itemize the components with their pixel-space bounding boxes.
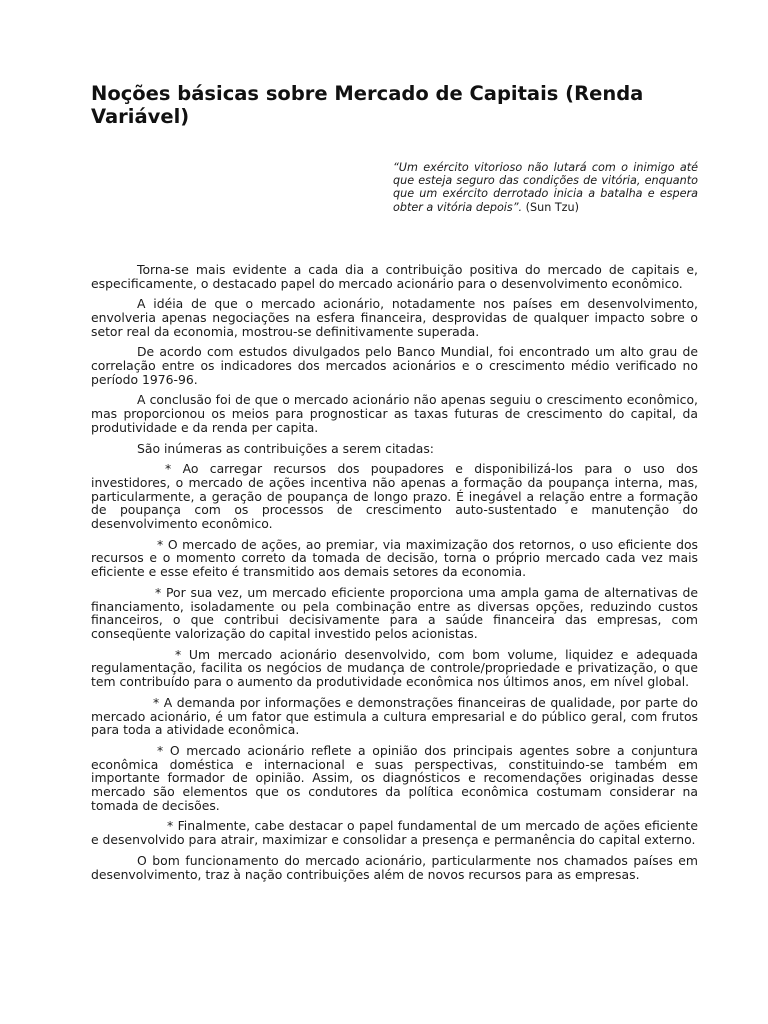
epigraph-quote: “Um exército vitorioso não lutará com o inimigo até que esteja seguro das condições de vitória, enquanto que um exército derrotado inicia a batalha e espera obter a vitória depois”.	[393, 161, 698, 214]
bullet-paragraph: * Ao carregar recursos dos poupadores e disponibilizá-los para o uso dos investidores, o mercado de ações incentiva não apenas a formação da poupança interna, mas, particularmente, a geração de poupança de longo prazo. É inegável a relação entre a formação de poupança com os processos de crescimento auto-sustentado e manutenção do desenvolvimento econômico.	[91, 461, 698, 532]
bullet-paragraph: * Um mercado acionário desenvolvido, com bom volume, liquidez e adequada regulamentação, facilita os negócios de mudança de controle/propriedade e privatização, o que tem contribuído para o aumento da produtividade econômica nos últimos anos, em nível global.	[91, 646, 698, 690]
epigraph	[393, 161, 698, 214]
paragraph: O bom funcionamento do mercado acionário, particularmente nos chamados países em desenvolvimento, traz à nação contribuições além de novos recursos para as empresas.	[91, 852, 698, 882]
bullet-paragraph: * A demanda por informações e demonstrações financeiras de qualidade, por parte do mercado acionário, é um fator que estimula a cultura empresarial e do público geral, com frutos para toda a atividade econômica.	[91, 694, 698, 738]
paragraph: A conclusão foi de que o mercado acionário não apenas seguiu o crescimento econômico, mas proporcionou os meios para prognosticar as taxas futuras de crescimento do capital, da produtividade e da renda per capita.	[91, 392, 698, 435]
epigraph-attribution: (Sun Tzu)	[522, 200, 580, 214]
paragraph: São inúmeras as contribuições a serem citadas:	[137, 440, 434, 456]
document-body	[91, 263, 698, 881]
bullet-paragraph: * O mercado de ações, ao premiar, via maximização dos retornos, o uso eficiente dos recursos e o momento correto da tomada de decisão, torna o próprio mercado cada vez mais eficiente e esse efeito é transmitido aos demais setores da economia.	[91, 536, 698, 580]
paragraph: De acordo com estudos divulgados pelo Banco Mundial, foi encontrado um alto grau de correlação entre os indicadores dos mercados acionários e o crescimento médio verificado no período 1976-96.	[91, 344, 698, 387]
bullet-paragraph: * O mercado acionário reflete a opinião dos principais agentes sobre a conjuntura econômica doméstica e internacional e suas perspectivas, constituindo-se também em importante formador de opinião. Assim, os diagnósticos e recomendações originadas desse mercado são elementos que os condutores da política econômica costumam considerar na tomada de decisões.	[91, 742, 698, 813]
bullet-paragraph: * Finalmente, cabe destacar o papel fundamental de um mercado de ações eficiente e desenvolvido para atrair, maximizar e consolidar a presença e permanência do capital externo.	[91, 818, 698, 848]
paragraph: Torna-se mais evidente a cada dia a contribuição positiva do mercado de capitais e, especificamente, o destacado papel do mercado acionário para o desenvolvimento econômico.	[91, 261, 698, 291]
bullet-paragraph: * Por sua vez, um mercado eficiente proporciona uma ampla gama de alternativas de financiamento, isoladamente ou pela combinação entre as diversas opções, reduzindo custos financeiros, o que contribui decisivamente para a saúde financeira das empresas, com conseqüente valorização do capital investido pelos acionistas.	[91, 584, 698, 641]
document-title: Noções básicas sobre Mercado de Capitais (Renda Variável)	[91, 82, 644, 128]
paragraph: A idéia de que o mercado acionário, notadamente nos países em desenvolvimento, envolveria apenas negociações na esfera financeira, desprovidas de qualquer impacto sobre o setor real da economia, mostrou-se definitivamente superada.	[91, 296, 698, 339]
